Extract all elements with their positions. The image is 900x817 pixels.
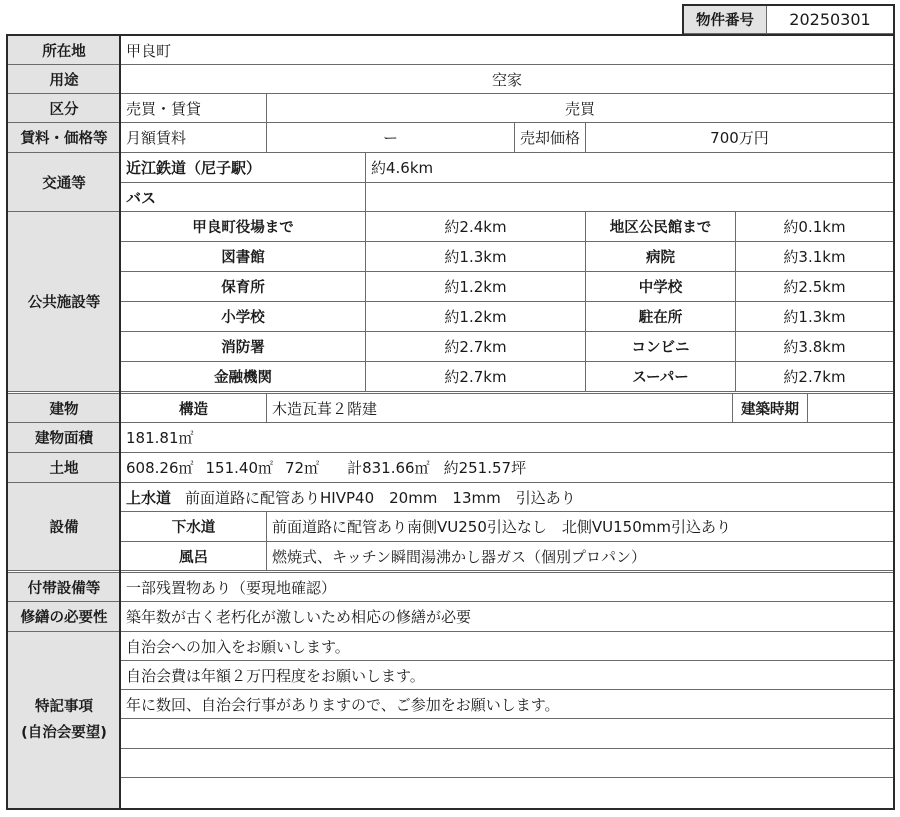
price-label: 賃料・価格等 — [7, 122, 121, 153]
frame-right — [893, 4, 895, 810]
facility-distance: 約1.3km — [735, 301, 894, 332]
location-label: 所在地 — [7, 35, 121, 65]
water-supply-label: 上水道 — [126, 488, 172, 507]
facilities-label: 公共施設等 — [7, 211, 121, 392]
structure-label: 構造 — [120, 393, 267, 423]
ancillary-label: 付帯設備等 — [7, 572, 121, 602]
number-box-top — [682, 4, 895, 6]
sale-price-label: 売却価格 — [514, 122, 586, 153]
facility-distance: 約1.2km — [365, 301, 586, 332]
transport-label: 交通等 — [7, 152, 121, 212]
number-box-left — [682, 4, 684, 35]
built-date-label: 建築時期 — [732, 393, 808, 423]
facility-name: 小学校 — [120, 301, 366, 332]
sale-price-value: 700万円 — [585, 122, 894, 153]
land-area-total: 計831.66㎡ — [347, 459, 430, 477]
remarks-line — [120, 777, 894, 809]
remarks-label — [7, 631, 121, 809]
location-value: 甲良町 — [120, 35, 894, 65]
facility-name: 甲良町役場まで — [120, 211, 366, 242]
facility-distance: 約1.3km — [365, 241, 586, 272]
remarks-subtitle: (自治会要望) — [21, 725, 107, 741]
facility-name: 病院 — [585, 241, 736, 272]
floor-area-value: 181.81㎡ — [120, 422, 894, 453]
land-label: 土地 — [7, 452, 121, 483]
structure-value: 木造瓦葺２階建 — [266, 393, 733, 423]
usage-label: 用途 — [7, 64, 121, 94]
water-supply-value: 前面道路に配管ありHIVP40 20mm 13mm 引込あり — [185, 488, 576, 507]
land-area-1: 608.26㎡ — [126, 459, 194, 477]
facility-distance: 約0.1km — [735, 211, 894, 242]
property-number-value: 20250301 — [766, 5, 894, 34]
facility-name: コンビニ — [585, 331, 736, 362]
category-options: 売買・賃貸 — [120, 93, 267, 123]
facility-name: 消防署 — [120, 331, 366, 362]
facility-name: スーパー — [585, 361, 736, 392]
facility-name: 中学校 — [585, 271, 736, 302]
remarks-line — [120, 748, 894, 778]
built-date-value — [807, 393, 894, 423]
facility-name: 金融機関 — [120, 361, 366, 392]
property-number-label: 物件番号 — [683, 5, 767, 34]
frame-top — [6, 34, 895, 36]
usage-value: 空家 — [120, 64, 894, 94]
facility-name: 保育所 — [120, 271, 366, 302]
ancillary-value: 一部残置物あり（要現地確認） — [120, 572, 894, 602]
water-supply-row — [120, 482, 894, 512]
facility-distance: 約2.4km — [365, 211, 586, 242]
remarks-line: 自治会費は年額２万円程度をお願いします。 — [120, 660, 894, 690]
category-value: 売買 — [266, 93, 894, 123]
transport-bus-distance — [365, 182, 894, 212]
facility-distance: 約2.7km — [365, 331, 586, 362]
facility-distance: 約3.1km — [735, 241, 894, 272]
land-area-3: 72㎡ — [285, 459, 320, 477]
sewer-value: 前面道路に配管あり南側VU250引込なし 北側VU150mm引込あり — [266, 511, 894, 542]
building-label: 建物 — [7, 393, 121, 423]
remarks-line — [120, 718, 894, 749]
transport-bus-name: バス — [120, 182, 366, 212]
facility-distance: 約2.5km — [735, 271, 894, 302]
facility-name: 図書館 — [120, 241, 366, 272]
label-column-divider — [119, 34, 121, 810]
floor-area-label: 建物面積 — [7, 422, 121, 453]
transport-rail-name: 近江鉄道（尼子駅） — [120, 152, 366, 183]
sewer-label: 下水道 — [120, 511, 267, 542]
land-values — [120, 452, 894, 483]
frame-left — [6, 34, 8, 810]
transport-rail-distance: 約4.6km — [365, 152, 894, 183]
facility-distance: 約3.8km — [735, 331, 894, 362]
rent-label: 月額賃料 — [120, 122, 267, 153]
facility-name: 駐在所 — [585, 301, 736, 332]
repair-value: 築年数が古く老朽化が激しいため相応の修繕が必要 — [120, 601, 894, 632]
rent-value: ー — [266, 122, 515, 153]
repair-label: 修繕の必要性 — [7, 601, 121, 632]
facility-distance: 約2.7km — [365, 361, 586, 392]
equipment-label: 設備 — [7, 482, 121, 571]
bath-label: 風呂 — [120, 541, 267, 571]
facility-distance: 約2.7km — [735, 361, 894, 392]
remarks-line: 年に数回、自治会行事がありますので、ご参加をお願いします。 — [120, 689, 894, 719]
facility-name: 地区公民館まで — [585, 211, 736, 242]
remarks-title: 特記事項 — [35, 699, 93, 715]
frame-bottom — [6, 808, 895, 810]
bath-value: 燃焼式、キッチン瞬間湯沸かし器ガス（個別プロパン） — [266, 541, 894, 571]
land-area-tsubo: 約251.57坪 — [443, 459, 527, 477]
facility-distance: 約1.2km — [365, 271, 586, 302]
remarks-line: 自治会への加入をお願いします。 — [120, 631, 894, 661]
land-area-2: 151.40㎡ — [205, 459, 273, 477]
category-label: 区分 — [7, 93, 121, 123]
